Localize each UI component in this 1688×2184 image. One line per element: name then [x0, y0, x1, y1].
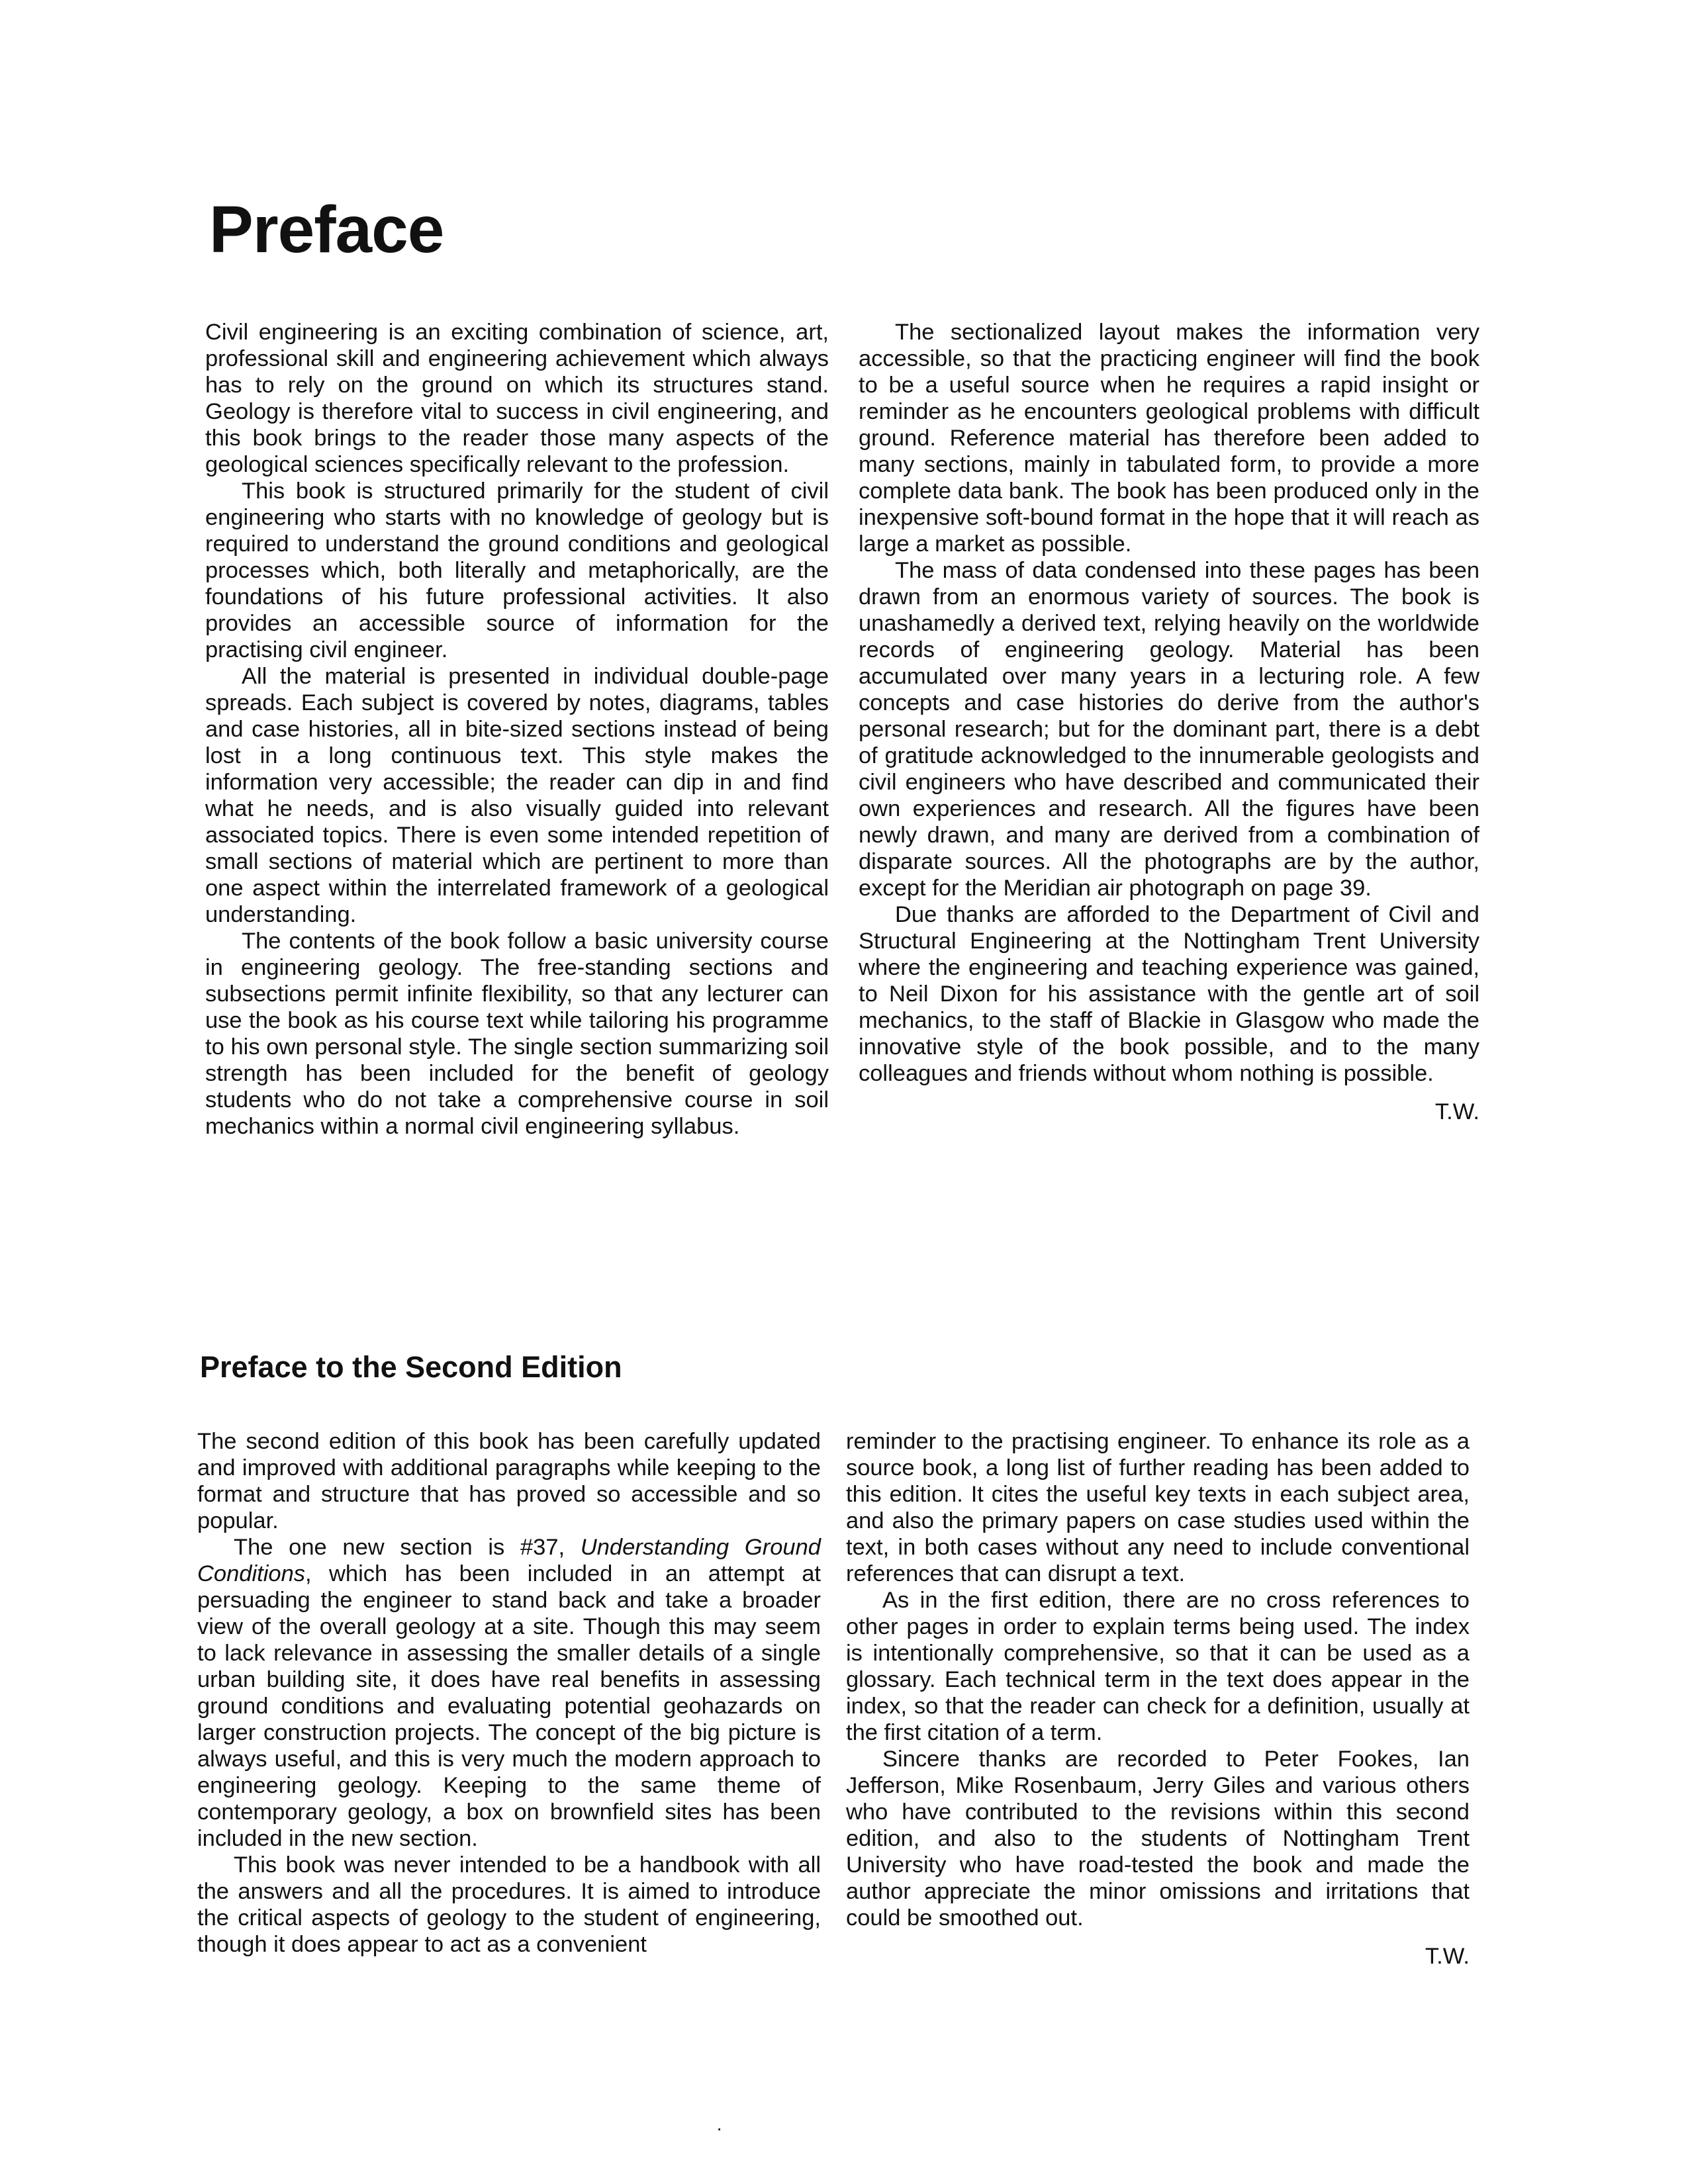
paragraph: This book is structured primarily for the student of civil engineering who starts with no knowledge of geology but is required to understand the ground conditions and geological processes which, both literally and metaphorically, are the foundations of his future professional activities. It also provides an accessible source of information for the practising civil engineer.	[205, 478, 829, 662]
text-run: , which has been included in an attempt at persuading the engineer to stand back and take a broader view of the overall geology at a site. Though this may seem to lack relevance in assessing the smaller details of a single urban building site, it does have real benefits in assessing ground conditions and evaluating potential geohazards on larger construction projects. The concept of the big picture is always useful, and this is very much the modern approach to engineering geology. Keeping to the same theme of contemporary geology, a box on brownfield sites has been included in the new section.	[197, 1561, 821, 1851]
paragraph: Due thanks are afforded to the Department of Civil and Structural Engineering at the Nottingham Trent University where the engineering and teaching experience was gained, to Neil Dixon for his assistance with the gentle art of soil mechanics, to the staff of Blackie in Glasgow who made the innovative style of the book possible, and to the many colleagues and friends without whom nothing is possible.	[859, 902, 1479, 1086]
paragraph: The contents of the book follow a basic university course in engineering geology. The free-standing sections and subsections permit infinite flexibility, so that any lecturer can use the book as his course text while tailoring his programme to his own personal style. The single section summarizing soil strength has been included for the benefit of geology students who do not take a comprehensive course in soil mechanics within a normal civil engineering syllabus.	[205, 929, 829, 1139]
page-title: Preface	[209, 193, 444, 267]
signature: T.W.	[1434, 1099, 1479, 1124]
second-edition-column-left	[197, 1428, 821, 1958]
paragraph: Civil engineering is an exciting combination of science, art, professional skill and engineering achievement which always has to rely on the ground on which its structures stand. Geology is therefore vital to success in civil engineering, and this book brings to the reader those many aspects of the geological sciences specifically relevant to the profession.	[205, 320, 829, 477]
signature: T.W.	[1425, 1944, 1470, 1969]
preface-column-left	[205, 319, 829, 1140]
paragraph: All the material is presented in individual double-page spreads. Each subject is covered by notes, diagrams, tables and case histories, all in bite-sized sections instead of being lost in a long continuous text. This style makes the information very accessible; the reader can dip in and find what he needs, and is also visually guided into relevant associated topics. There is even some intended repetition of small sections of material which are pertinent to more than one aspect within the interrelated framework of a geological understanding.	[205, 664, 829, 927]
paragraph: The second edition of this book has been carefully updated and improved with additional paragraphs while keeping to the format and structure that has proved so accessible and so popular.	[197, 1429, 821, 1533]
paragraph: reminder to the practising engineer. To enhance its role as a source book, a long list of further reading has been added to this edition. It cites the useful key texts in each subject area, and also the primary papers on case studies used within the text, in both cases without any need to include conventional references that can disrupt a text.	[846, 1429, 1470, 1586]
section-reference: Understanding Ground Conditions	[197, 1535, 821, 1586]
paragraph: As in the first edition, there are no cross references to other pages in order to explain terms being used. The index is intentionally comprehensive, so that it can be used as a glossary. Each technical term in the text does appear in the index, so that the reader can check for a definition, usually at the first citation of a term.	[846, 1588, 1470, 1745]
paragraph	[197, 1534, 821, 1852]
text-run: The one new section is #37,	[234, 1535, 581, 1560]
scan-speck: ·	[716, 2118, 723, 2138]
preface-column-right	[859, 319, 1479, 1125]
paragraph: Sincere thanks are recorded to Peter Fookes, Ian Jefferson, Mike Rosenbaum, Jerry Giles and various others who have contributed to the revisions within this second edition, and also to the students of Nottingham Trent University who have road-tested the book and made the author appreciate the minor omissions and irritations that could be smoothed out.	[846, 1747, 1470, 1931]
second-edition-column-right	[846, 1428, 1470, 1970]
paragraph: This book was never intended to be a handbook with all the answers and all the procedures. It is aimed to introduce the critical aspects of geology to the student of engineering, though it does appear to act as a convenient	[197, 1852, 821, 1957]
section-title: Preface to the Second Edition	[200, 1350, 622, 1384]
paragraph: The mass of data condensed into these pages has been drawn from an enormous variety of sources. The book is unashamedly a derived text, relying heavily on the worldwide records of engineering geology. Material has been accumulated over many years in a lecturing role. A few concepts and case histories do derive from the author's personal research; but for the dominant part, there is a debt of gratitude acknowledged to the innumerable geologists and civil engineers who have described and communicated their own experiences and research. All the figures have been newly drawn, and many are derived from a combination of disparate sources. All the photographs are by the author, except for the Meridian air photograph on page 39.	[859, 558, 1479, 901]
paragraph: The sectionalized layout makes the information very accessible, so that the practicing engineer will find the book to be a useful source when he requires a rapid insight or reminder as he encounters geological problems with difficult ground. Reference material has therefore been added to many sections, mainly in tabulated form, to provide a more complete data bank. The book has been produced only in the inexpensive soft-bound format in the hope that it will reach as large a market as possible.	[859, 320, 1479, 557]
